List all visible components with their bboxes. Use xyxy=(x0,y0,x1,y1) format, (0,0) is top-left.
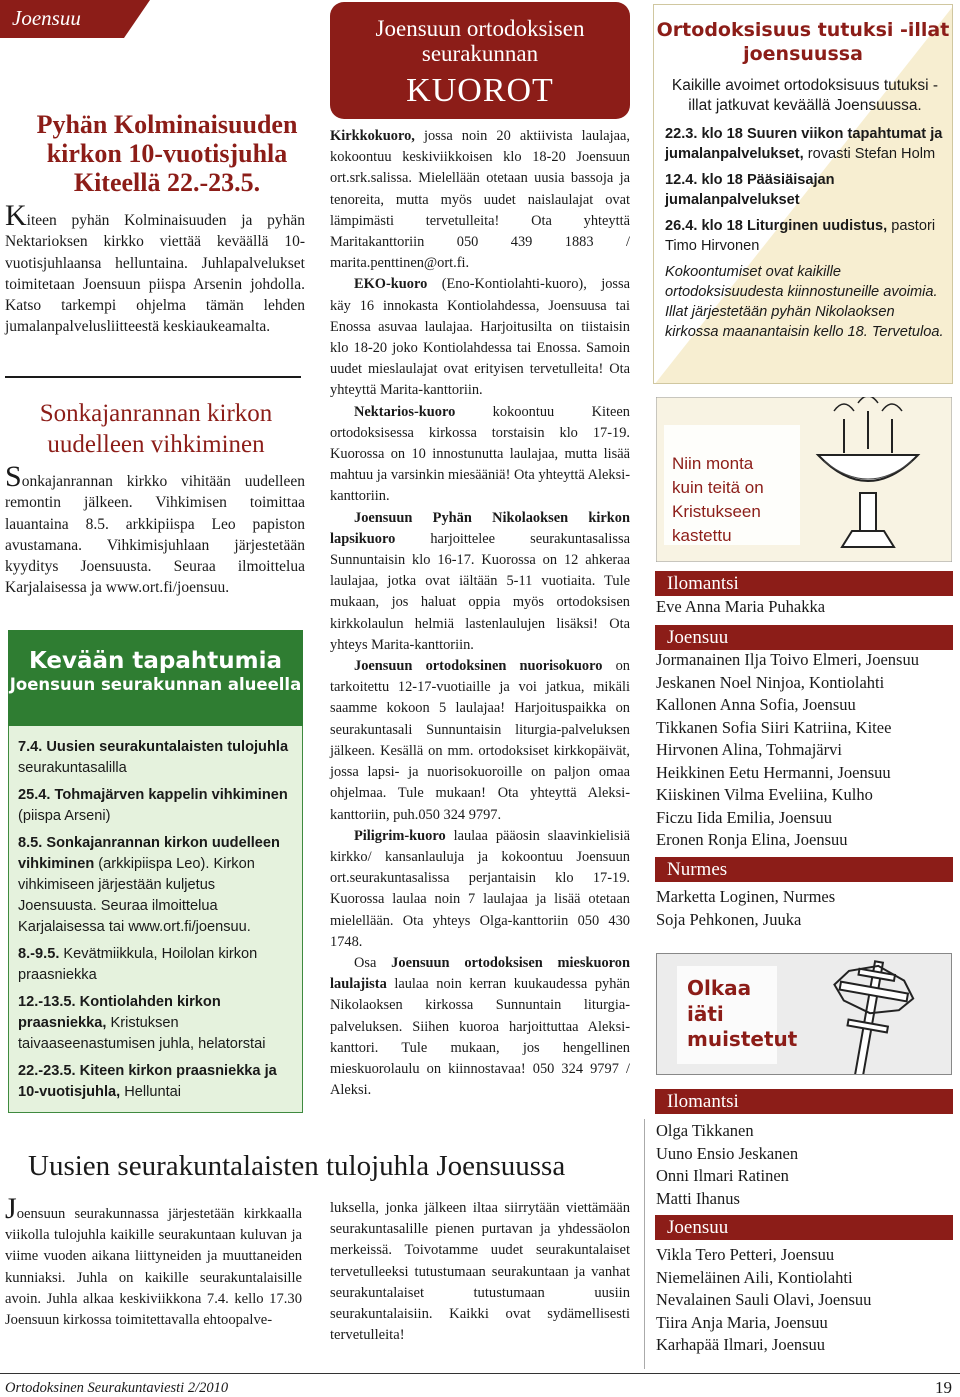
name-list xyxy=(656,1244,956,1357)
choir-paragraph: Piligrim-kuoro laulaa pääosin slaavinkielisiä kirkko/ kansanlauluja ja kokoontuu Joensuun ort.seurakuntasalissa perjantaisin klo 17-19. Kuorossa laulaa noin 7 laulajaa ja lisää otetaan mielellään. Ota yhteys Olga-kanttoriin 050 430 1748. xyxy=(330,827,630,950)
baptismal-font-image xyxy=(656,397,952,562)
welcome-body-col2: luksella, jonka jälkeen iltaa siirrytään viettämään seurakuntasalille pienen purtavan ja yhdessäolon merkeissä. Toivotamme uudet seurakuntalaiset tervetulleeksi tutustumaan seurakuntaan ja vanhat seurakuntalaiset tutustumaan uusiin seurakuntalaisiin. Kaikki ovat sydämellisesti tervetulleita! xyxy=(330,1200,630,1344)
choirs-title: Joensuun ortodoksisen seurakunnan xyxy=(375,16,585,66)
kiteela-body: Kiteen pyhän Kolminaisuuden ja pyhän Nektarioksen kirkko viettää keväällä 10-vuotisjuhlaansa helluntaina. Juhlapalvelukset toimitetaan Joensuun piispa Arsenin johdolla. Katso tarkempi ohjelma tämän lehden jumalanpalvelusliitteestä keskiaukeamalta. xyxy=(5,199,305,336)
choirs-big-title: KUOROT xyxy=(406,72,554,109)
name-entry: Niemeläinen Aili, Kontiolahti xyxy=(656,1267,853,1287)
event-item: 22.-23.5. Kiteen kirkon praasniekka ja 10-vuotisjuhla, Helluntai xyxy=(18,1063,277,1100)
events-header xyxy=(8,630,303,726)
divider xyxy=(5,376,301,378)
event-item: 8.5. Sonkajanrannan kirkon uudelleen vihkiminen (arkkipiispa Leo). Kirkon vihkimiseen järjestään kuljetus Joensuusta. Seuraa ilmoittelua Karjalaisessa tai www.ort.fi/joensuu. xyxy=(18,835,280,935)
name-entry: Soja Pehkonen, Juuka xyxy=(656,909,802,929)
column-divider xyxy=(644,1119,645,1369)
name-entry: Jormanainen Ilja Toivo Elmeri, Joensuu xyxy=(656,650,919,669)
name-list xyxy=(656,1120,956,1210)
name-entry: Olga Tikkanen xyxy=(656,1121,754,1140)
memorial-image xyxy=(656,953,952,1075)
sonkaja-title: Sonkajanrannan kirkon uudelleen vihkiminen xyxy=(39,400,273,458)
memorial-caption: Olkaa iäti muistetut xyxy=(687,976,798,1051)
sonkaja-body: Sonkajanrannan kirkko vihitään uudelleen remontin jälkeen. Vihkimisen toimittaa lauantaina 8.5. arkkipiispa Leo papiston avustamana. Vihkimisjuhlaan järjestetään kyyditys Joensuusta. Seuraa ilmoittelua Karjalaisessa ja www.ort.fi/joensuu. xyxy=(5,460,305,597)
baptized-caption-line: Kristukseen xyxy=(672,502,761,521)
orthodoxy-intro: Kaikille avoimet ortodoksisuus tutuksi -illat jatkuvat keväällä Joensuussa. xyxy=(671,77,939,114)
events-list xyxy=(18,737,293,1109)
place-header: Joensuu xyxy=(655,625,953,650)
choir-paragraph: Kirkkokuoro, jossa noin 20 aktiivista laulajaa, kokoontuu keskiviikkoisen klo 18-20 Joensuun ort.srk.salissa. Mielellään otetaan uusia bassoja ja tenoreita, mutta myös uudet naislaulajat ovat lämpimästi tervetulleita! Ota yhteyttä Maritakanttoriin 050 439 1883 / marita.penttinen@ort.fi. xyxy=(330,128,630,272)
name-list xyxy=(656,649,956,852)
events-subtitle: Joensuun seurakunnan alueella xyxy=(9,675,302,694)
place-header: Nurmes xyxy=(655,857,953,882)
name-entry: Kiiskinen Vilma Eveliina, Kulho xyxy=(656,785,873,804)
place-header: Ilomantsi xyxy=(655,571,953,596)
name-entry: Eve Anna Maria Puhakka xyxy=(656,597,826,616)
name-list xyxy=(656,886,956,931)
name-entry: Tiira Anja Maria, Joensuu xyxy=(656,1312,828,1332)
name-entry: Uuno Ensio Jeskanen xyxy=(656,1143,799,1163)
event-item: 7.4. Uusien seurakuntalaisten tulojuhla seurakuntasalilla xyxy=(18,739,289,776)
name-entry: Vikla Tero Petteri, Joensuu xyxy=(656,1245,835,1264)
publication-name: Ortodoksinen Seurakuntaviesti 2/2010 xyxy=(5,1380,229,1396)
orthodoxy-item: 12.4. klo 18 Pääsiäisajan jumalanpalvelukset xyxy=(665,172,835,208)
event-item: 12.-13.5. Kontiolahden kirkon praasniekka, Kristuksen taivaaseenastumisen juhla, helatorstai xyxy=(18,994,266,1052)
orthodoxy-item: 22.3. klo 18 Suuren viikon tapahtumat ja jumalanpalvelukset, rovasti Stefan Holm xyxy=(665,126,943,162)
orthodoxy-title: Ortodoksisuus tutuksi -illat joensuussa xyxy=(656,19,950,65)
name-entry: Onni Ilmari Ratinen xyxy=(656,1166,789,1185)
orthodoxy-item: 26.4. klo 18 Liturginen uudistus, pastori Timo Hirvonen xyxy=(665,218,936,254)
choir-paragraph: Joensuun ortodoksinen nuorisokuoro on tarkoitettu 12-17-vuotiaille ja voi jatkua, mikäli saamme kokoon 5 laulajaa! Harjoituspaikka on seurakuntasali Sunnuntaisin liturgia-palveluksen jälkeen. Kesällä on mm. ortodoksiset kirkkopäivät, jossa lapsi- ja nuorisokuoroille on paljon omaa ohjelmaa. Tule mukaan! Ota yhteyttä Aleksi-kanttoriin, puh.050 324 9797. xyxy=(330,658,630,823)
name-entry: Heikkinen Eetu Hermanni, Joensuu xyxy=(656,762,891,782)
welcome-title: Uusien seurakuntalaisten tulojuhla Joensuussa xyxy=(28,1150,566,1182)
orthodoxy-note: Kokoontumiset ovat kaikille ortodoksisuudesta kiinnostuneille avoimia. Illat järjestetään pyhän Nikolaoksen kirkossa maanantaisin kello 18. Tervetuloa. xyxy=(665,264,944,340)
kiteela-title: Pyhän Kolminaisuuden kirkon 10-vuotisjuhla Kiteellä 22.-23.5. xyxy=(36,110,298,197)
name-entry: Ficzu Iida Emilia, Joensuu xyxy=(656,807,832,827)
choirs-body xyxy=(330,126,630,1101)
event-item: 8.-9.5. Kevätmiikkula, Hoilolan kirkon praasniekka xyxy=(18,946,258,983)
choirs-header xyxy=(330,2,630,119)
choir-paragraph: Osa Joensuun ortodoksisen mieskuoron laulajista laulaa noin kerran kuukaudessa pyhän Nikolaoksen kirkossa Sunnuntain liturgia-palveluksen. Siihen kuoroa harjoittuttaa Aleksi-kanttori. Tule mukaan, jos hengellinen mieskuorolaulu on kiinnostavaa! 050 324 9797 / Aleksi. xyxy=(330,954,630,1099)
name-entry: Kallonen Anna Sofia, Joensuu xyxy=(656,695,856,714)
event-item: 25.4. Tohmajärven kappelin vihkiminen (piispa Arseni) xyxy=(18,787,288,824)
name-entry: Matti Ihanus xyxy=(656,1188,740,1208)
section-tag: Joensuu xyxy=(0,0,124,38)
footer xyxy=(0,1373,960,1397)
place-header: Ilomantsi xyxy=(655,1089,953,1114)
choir-paragraph: Joensuun Pyhän Nikolaoksen kirkon lapsikuoro harjoittelee seurakuntasalissa Sunnuntaisin klo 16-17. Kuorossa on 12 ahkeraa laulajaa, jotka ovat iältään 5-11 vuotiaita. Tule mukaan, jos haluat oppia myös ortodoksisen kirkkolaulun helmiä lastenlaulujen lisäksi! Ota yhteys Marita-kanttoriin. xyxy=(330,509,630,653)
name-entry: Jeskanen Noel Ninjoa, Kontiolahti xyxy=(656,672,885,692)
page-number: 19 xyxy=(935,1378,952,1397)
name-list xyxy=(656,596,956,619)
choir-paragraph: Nektarios-kuoro kokoontuu Kiteen ortodoksisessa kirkossa torstaisin klo 17-19. Kuorossa on 10 innostunutta laulajaa, mutta lisää mahtuu ja varsinkin miesääniä! Ota yhteyttä Aleksi-kanttoriin. xyxy=(330,403,630,505)
baptized-caption-line: Niin monta xyxy=(672,454,754,473)
name-entry: Nevalainen Sauli Olavi, Joensuu xyxy=(656,1290,872,1309)
welcome-body-col1: Joensuun seurakunnassa järjestetään kirkkaalla viikolla tulojuhla kaikille seurakuntaan kuluvan ja viime vuoden aikana liittyneiden ja muuttaneiden kunniaksi. Juhla on kaikille seurakuntalaisille avoin. Juhla alkaa keskiviikkona 7.4. kello 17.30 Joensuun kirkossa toimitettavalla ehtoopalve- xyxy=(5,1192,302,1329)
baptized-caption-line: kastettu xyxy=(672,526,732,545)
name-entry: Marketta Loginen, Nurmes xyxy=(656,887,836,906)
place-header: Joensuu xyxy=(655,1215,953,1240)
choir-paragraph: EKO-kuoro (Eno-Kontiolahti-kuoro), jossa käy 16 innokasta Kontiolahdessa, Joensuusa tai Enossa asuvaa laulajaa. Harjoitusilta on tiistaisin klo 18-20 joko Kontiolahdessa tai Enossa. Samoin uudet mieslaulajat ovat erityisen tervetulleita! Ota yhteyttä Marita-kanttoriin. xyxy=(330,276,630,399)
events-title: Kevään tapahtumia xyxy=(28,648,283,674)
name-entry: Karhapää Ilmari, Joensuu xyxy=(656,1335,826,1354)
orthodoxy-body xyxy=(665,76,945,348)
name-entry: Hirvonen Alina, Tohmajärvi xyxy=(656,740,842,759)
baptized-caption-line: kuin teitä on xyxy=(672,478,764,497)
name-entry: Eronen Ronja Elina, Joensuu xyxy=(656,830,848,849)
name-entry: Tikkanen Sofia Siiri Katriina, Kitee xyxy=(656,717,892,737)
